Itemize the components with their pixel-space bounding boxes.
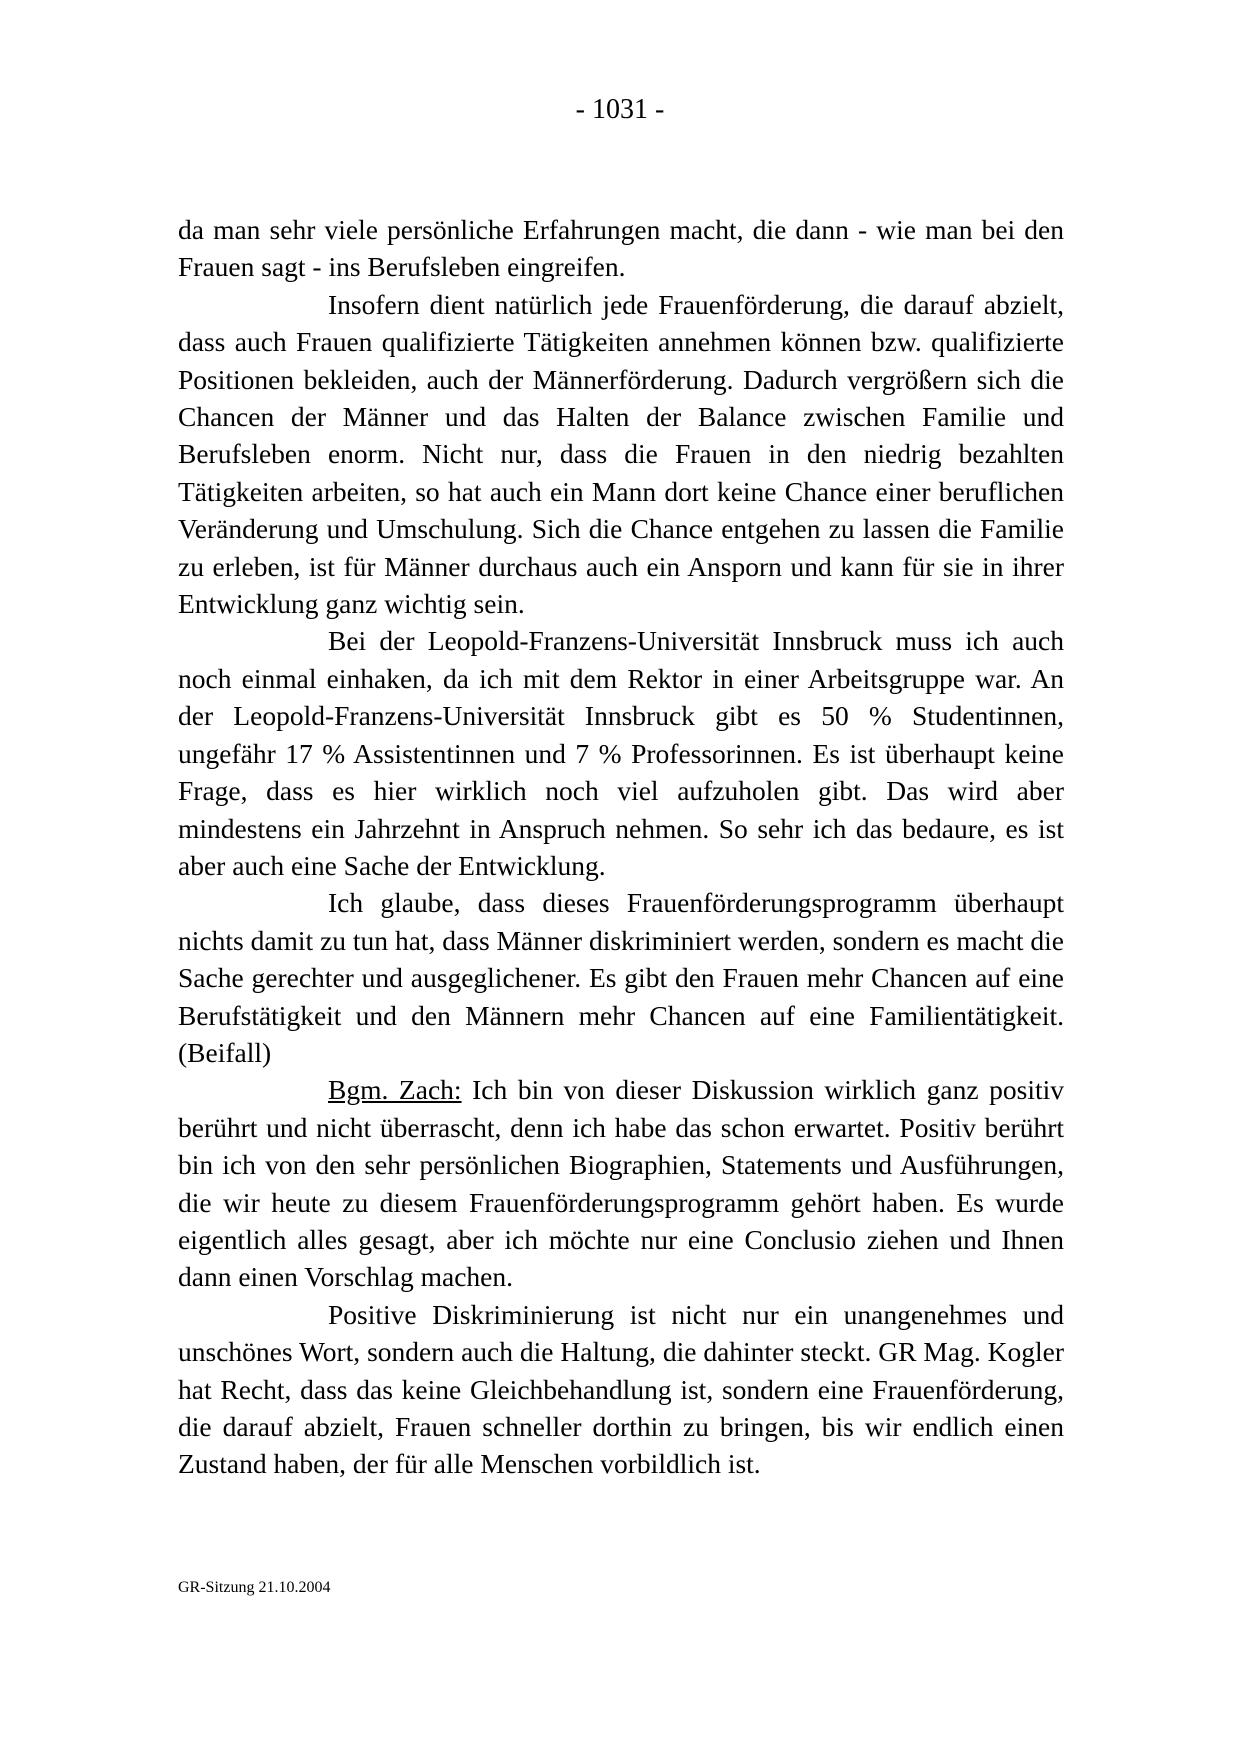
paragraph-6: Positive Diskriminierung ist nicht nur ein unangenehmes und unschönes Wort, sondern auch die Haltung, die dahinter steckt. GR Mag. Kogler hat Recht, dass das keine Gleichbehandlung ist, sondern eine Frauenförderung, die darauf abzielt, Frauen schneller dorthin zu bringen, bis wir endlich einen Zustand haben, der für alle Menschen vorbildlich ist. bbox=[178, 1298, 1064, 1480]
paragraph-5 bbox=[178, 1071, 1064, 1295]
footer-session-date: GR-Sitzung 21.10.2004 bbox=[178, 1579, 331, 1596]
document-body bbox=[178, 211, 1064, 1483]
speaker-statement: Ich bin von dieser Diskussion wirklich ganz positiv berührt und nicht überrascht, denn ich habe das schon erwartet. Positiv berührt bin ich von den sehr persönlichen Biographien, Statements und Ausführungen, die wir heute zu diesem Frauenförderungsprogramm gehört haben. Es wurde eigentlich alles gesagt, aber ich möchte nur eine Conclusio ziehen und Ihnen dann einen Vorschlag machen. bbox=[178, 1074, 1064, 1293]
page-number: - 1031 - bbox=[575, 94, 665, 125]
paragraph-4: Ich glaube, dass dieses Frauenförderungsprogramm überhaupt nichts damit zu tun hat, dass Männer diskriminiert werden, sondern es macht die Sache gerechter und ausgeglichener. Es gibt den Frauen mehr Chancen auf eine Berufstätigkeit und den Männern mehr Chancen auf eine Familientätigkeit. (Beifall) bbox=[178, 887, 1064, 1068]
speaker-name: Bgm. Zach: bbox=[328, 1074, 462, 1106]
paragraph-2: Insofern dient natürlich jede Frauenförderung, die darauf abzielt, dass auch Frauen qualifizierte Tätigkeiten annehmen können bzw. qualifizierte Positionen bekleiden, auch der Männerförderung. Dadurch vergrößern sich die Chancen der Männer und das Halten der Balance zwischen Familie und Berufsleben enorm. Nicht nur, dass die Frauen in den niedrig bezahlten Tätigkeiten arbeiten, so hat auch ein Mann dort keine Chance einer beruflichen Veränderung und Umschulung. Sich die Chance entgehen zu lassen die Familie zu erleben, ist für Männer durchaus auch ein Ansporn und kann für sie in ihrer Entwicklung ganz wichtig sein. bbox=[178, 288, 1064, 620]
paragraph-1: da man sehr viele persönliche Erfahrungen macht, die dann - wie man bei den Frauen sagt - ins Berufsleben eingreifen. bbox=[178, 214, 1064, 283]
paragraph-3: Bei der Leopold-Franzens-Universität Innsbruck muss ich auch noch einmal einhaken, da ich mit dem Rektor in einer Arbeitsgruppe war. An der Leopold-Franzens-Universität Innsbruck gibt es 50 % Studentinnen, ungefähr 17 % Assistentinnen und 7 % Professorinnen. Es ist überhaupt keine Frage, dass es hier wirklich noch viel aufzuholen gibt. Das wird aber mindestens ein Jahrzehnt in Anspruch nehmen. So sehr ich das bedaure, es ist aber auch eine Sache der Entwicklung. bbox=[178, 625, 1064, 881]
